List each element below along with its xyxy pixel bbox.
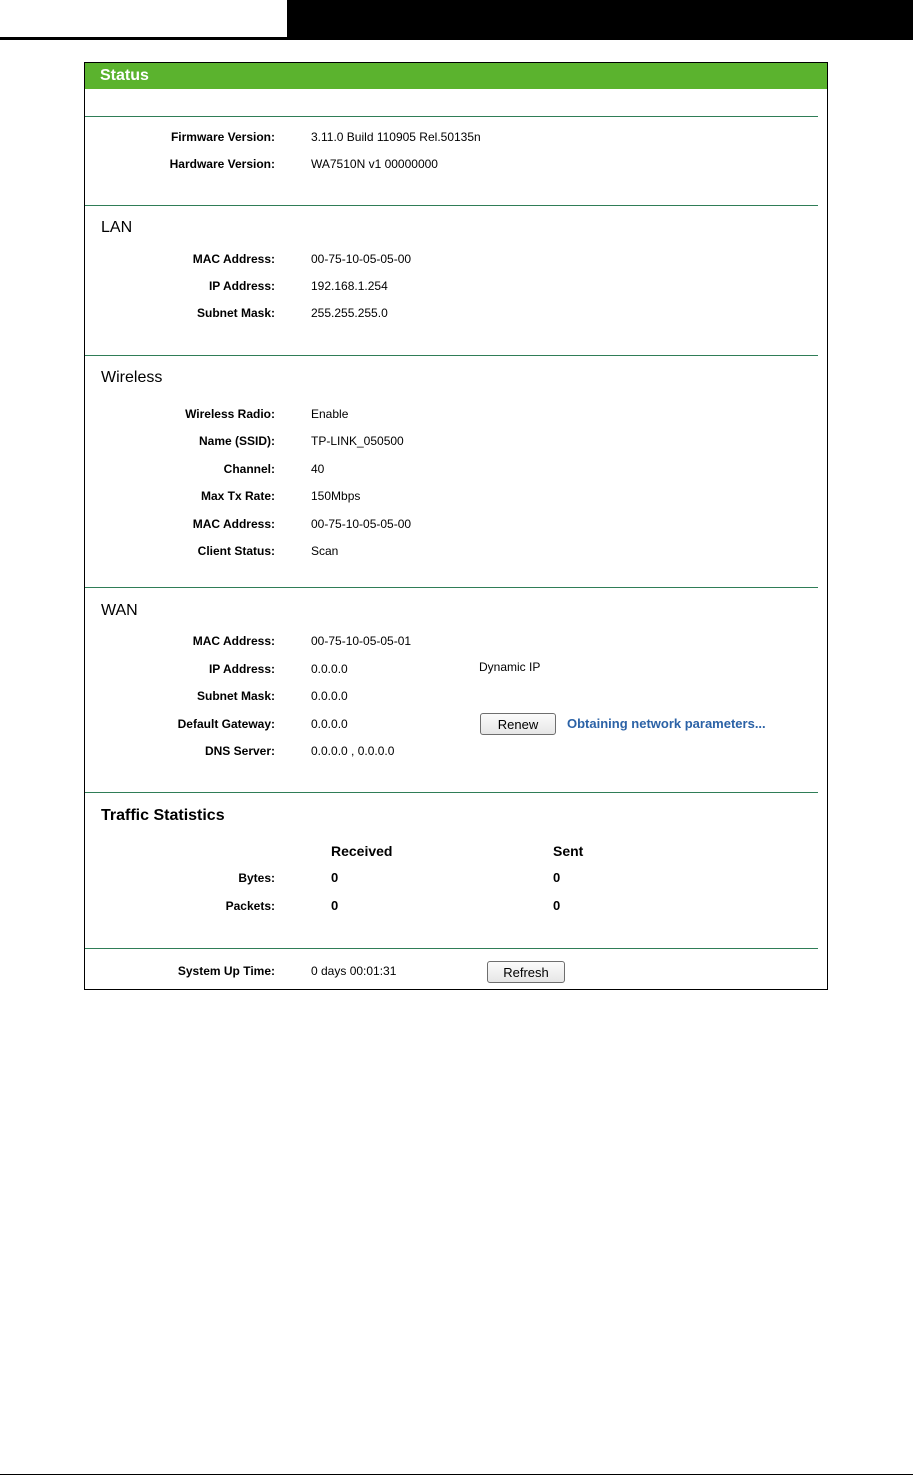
wan-mac-value: 00-75-10-05-05-01 — [311, 634, 412, 648]
header-black-bar — [287, 0, 913, 40]
lan-mac-label: MAC Address: — [192, 252, 275, 266]
lan-mac-value: 00-75-10-05-05-00 — [311, 252, 412, 266]
packets-received: 0 — [331, 898, 339, 913]
wan-connection-type: Dynamic IP — [479, 660, 541, 674]
wan-ip-value: 0.0.0.0 — [311, 662, 348, 676]
separator — [85, 205, 818, 206]
wireless-channel-value: 40 — [311, 462, 325, 476]
wireless-txrate-label: Max Tx Rate: — [200, 489, 275, 503]
lan-section-title: LAN — [101, 219, 133, 236]
wireless-radio-value: Enable — [311, 407, 349, 421]
bytes-received: 0 — [331, 870, 339, 885]
status-panel — [84, 62, 828, 990]
traffic-section-title: Traffic Statistics — [101, 807, 225, 824]
bytes-sent: 0 — [553, 870, 561, 885]
separator — [85, 792, 818, 793]
wan-ip-label: IP Address: — [208, 662, 275, 676]
wan-mac-label: MAC Address: — [192, 634, 275, 648]
hardware-label: Hardware Version: — [169, 157, 275, 171]
renew-button[interactable]: Renew — [480, 713, 556, 735]
lan-subnet-label: Subnet Mask: — [196, 306, 275, 320]
wan-dns-value: 0.0.0.0 , 0.0.0.0 — [311, 744, 395, 758]
lan-subnet-value: 255.255.255.0 — [311, 306, 388, 320]
wan-gateway-label: Default Gateway: — [177, 717, 275, 731]
separator — [85, 948, 818, 949]
received-column-header: Received — [331, 843, 393, 859]
wireless-txrate-value: 150Mbps — [311, 489, 361, 503]
firmware-label: Firmware Version: — [170, 130, 275, 144]
wireless-ssid-value: TP-LINK_050500 — [311, 434, 404, 448]
lan-ip-value: 192.168.1.254 — [311, 279, 388, 293]
document-header — [0, 0, 913, 40]
footer-rule — [0, 1474, 913, 1475]
client-status-value: Scan — [311, 544, 339, 558]
header-rule — [0, 37, 290, 40]
separator — [85, 587, 818, 588]
separator — [85, 355, 818, 356]
wan-gateway-value: 0.0.0.0 — [311, 717, 348, 731]
wan-dns-label: DNS Server: — [204, 744, 275, 758]
lan-ip-label: IP Address: — [208, 279, 275, 293]
wireless-radio-label: Wireless Radio: — [185, 407, 275, 421]
wireless-channel-label: Channel: — [223, 462, 275, 476]
wan-subnet-value: 0.0.0.0 — [311, 689, 348, 703]
wan-subnet-label: Subnet Mask: — [196, 689, 275, 703]
separator — [85, 116, 818, 117]
refresh-button[interactable]: Refresh — [487, 961, 565, 983]
firmware-value: 3.11.0 Build 110905 Rel.50135n — [311, 130, 481, 144]
hardware-value: WA7510N v1 00000000 — [311, 157, 438, 171]
client-status-label: Client Status: — [197, 544, 275, 558]
sent-column-header: Sent — [553, 843, 584, 859]
uptime-value: 0 days 00:01:31 — [311, 964, 397, 978]
wireless-mac-label: MAC Address: — [192, 517, 275, 531]
wan-section-title: WAN — [101, 602, 138, 619]
packets-sent: 0 — [553, 898, 561, 913]
uptime-label: System Up Time: — [177, 964, 275, 978]
wireless-mac-value: 00-75-10-05-05-00 — [311, 517, 412, 531]
wireless-section-title: Wireless — [101, 369, 163, 386]
wan-status-text: Obtaining network parameters... — [567, 716, 766, 731]
panel-title: Status — [85, 63, 827, 89]
bytes-label: Bytes: — [238, 871, 275, 885]
packets-label: Packets: — [225, 899, 275, 913]
wireless-ssid-label: Name (SSID): — [198, 434, 275, 448]
